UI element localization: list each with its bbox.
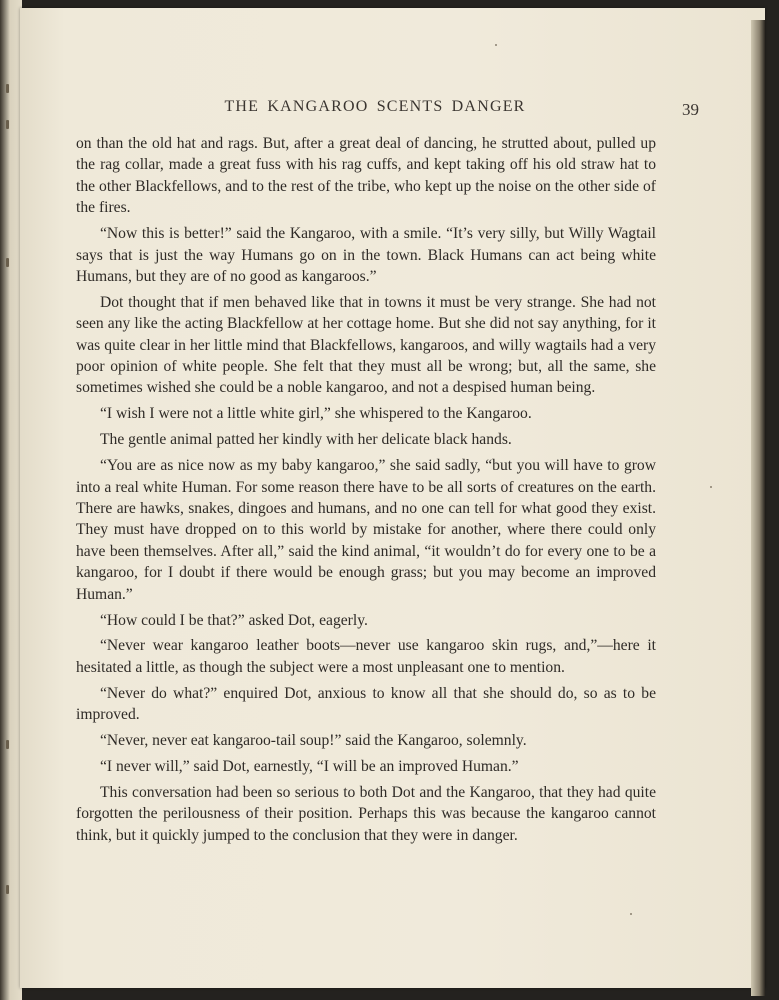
paragraph: “You are as nice now as my baby kangaroo,” she said sadly, “but you will have to grow into a real white Human. For some reason there have to be all sorts of creatures on the earth. There are hawks, snakes, dingoes and humans, and no one can tell for what good they exist. They must have dropped on to this world by mistake for another, where there could only have been themselves. After all,” said the kind animal, “it wouldn’t do for every one to be a kangaroo, for I doubt if there would be enough grass; but you may become an improved Human.” bbox=[76, 457, 656, 603]
paper-speck bbox=[630, 913, 632, 915]
book-gutter bbox=[0, 0, 22, 1000]
paragraph: “I never will,” said Dot, earnestly, “I will be an improved Human.” bbox=[100, 757, 519, 775]
paper-speck bbox=[495, 44, 497, 46]
binding-mark bbox=[6, 740, 9, 749]
paragraph: “Now this is better!” said the Kangaroo, with a smile. “It’s very silly, but Willy Wagtail says that is just the way Humans go on in the town. Black Humans can act being white Humans, but they are of no good as kangaroos.” bbox=[76, 225, 656, 285]
page-number: 39 bbox=[682, 100, 699, 119]
paragraph: The gentle animal patted her kindly with her delicate black hands. bbox=[100, 431, 512, 449]
body-text bbox=[76, 133, 656, 846]
binding-mark bbox=[6, 120, 9, 129]
page-edge-shadow bbox=[751, 20, 765, 996]
paragraph: on than the old hat and rags. But, after a great deal of dancing, he strutted about, pulled up the rag collar, made a great fuss with his rag cuffs, and kept taking off his old straw hat to the other Blackfellows, and to the rest of the tribe, who kept up the noise on the other side of the fires. bbox=[76, 135, 656, 217]
running-head: THE KANGAROO SCENTS DANGER bbox=[224, 98, 526, 115]
paper-page bbox=[20, 8, 765, 988]
paragraph: “How could I be that?” asked Dot, eagerly. bbox=[100, 611, 368, 629]
paragraph: “Never, never eat kangaroo-tail soup!” said the Kangaroo, solemnly. bbox=[100, 732, 527, 750]
paragraph: This conversation had been so serious to both Dot and the Kangaroo, that they had quite forgotten the perilousness of their position. Perhaps this was because the kangaroo cannot think, but it quickly jumped to the conclusion that they were in danger. bbox=[76, 783, 656, 844]
binding-mark bbox=[6, 885, 9, 894]
paragraph: Dot thought that if men behaved like that in towns it must be very strange. She had not seen any like the acting Blackfellow at her cottage home. But she did not say anything, for it was quite clear in her little mind that Blackfellows, kangaroos, and willy wagtails had a very poor opinion of white people. She felt that they must all be wrong; but, all the same, she sometimes wished she could be a noble kangaroo, and not a despised human being. bbox=[76, 293, 656, 397]
paragraph: “I wish I were not a little white girl,” she whispered to the Kangaroo. bbox=[100, 405, 532, 423]
paragraph: “Never wear kangaroo leather boots—never use kangaroo skin rugs, and,”—here it hesitated a little, as though the subject were a most unpleasant one to mention. bbox=[76, 637, 656, 676]
binding-mark bbox=[6, 258, 9, 267]
paper-speck bbox=[710, 486, 712, 488]
binding-mark bbox=[6, 84, 9, 93]
page-header bbox=[75, 98, 699, 124]
paragraph: “Never do what?” enquired Dot, anxious to know all that she should do, so as to be improved. bbox=[76, 684, 656, 724]
